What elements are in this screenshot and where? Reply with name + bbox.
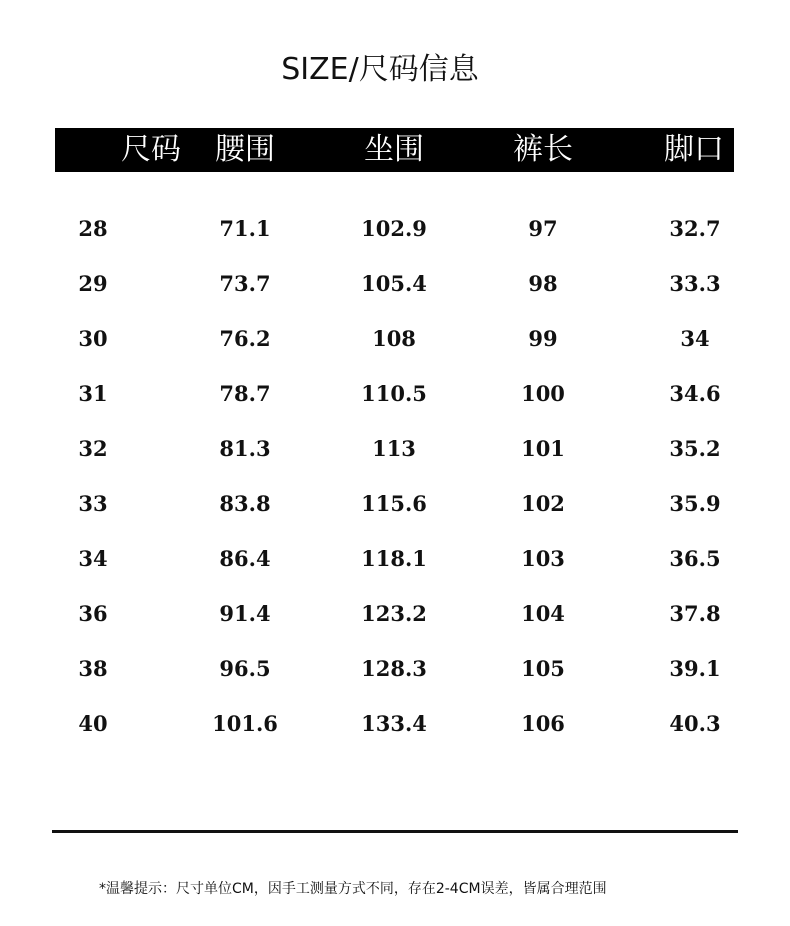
- cell-waist: 71.1: [219, 216, 271, 241]
- cell-size: 29: [78, 271, 108, 296]
- cell-size: 38: [78, 656, 108, 681]
- cell-hip: 128.3: [361, 656, 427, 681]
- cell-leg-opening: 35.2: [669, 436, 721, 461]
- table-row: [0, 586, 790, 641]
- cell-waist: 101.6: [212, 711, 278, 736]
- cell-leg-opening: 36.5: [669, 546, 721, 571]
- cell-leg-opening: 35.9: [669, 491, 721, 516]
- page-title-wrap: [0, 44, 790, 88]
- page-title: SIZE/尺码信息: [281, 52, 479, 87]
- cell-waist: 91.4: [219, 601, 271, 626]
- cell-length: 102: [521, 491, 565, 516]
- cell-length: 98: [528, 271, 558, 296]
- cell-size: 30: [78, 326, 108, 351]
- cell-leg-opening: 37.8: [669, 601, 721, 626]
- divider: [52, 830, 738, 833]
- measurement-note: *温馨提示：尺寸单位CM，因手工测量方式不同，存在2-4CM误差，皆属合理范围: [99, 881, 607, 897]
- cell-size: 32: [78, 436, 108, 461]
- cell-size: 40: [78, 711, 108, 736]
- header-size: 尺码: [121, 132, 181, 167]
- cell-waist: 96.5: [219, 656, 271, 681]
- table-row: [0, 201, 790, 256]
- table-row: [0, 366, 790, 421]
- cell-hip: 123.2: [361, 601, 427, 626]
- cell-hip: 113: [372, 436, 416, 461]
- header-hip: 坐围: [364, 132, 424, 167]
- cell-hip: 108: [372, 326, 416, 351]
- cell-hip: 133.4: [361, 711, 427, 736]
- header-leg-opening: 脚口: [664, 132, 724, 167]
- cell-hip: 110.5: [361, 381, 427, 406]
- cell-waist: 86.4: [219, 546, 271, 571]
- cell-waist: 81.3: [219, 436, 271, 461]
- cell-size: 34: [78, 546, 108, 571]
- cell-size: 33: [78, 491, 108, 516]
- header-length: 裤长: [513, 132, 573, 167]
- cell-size: 36: [78, 601, 108, 626]
- cell-leg-opening: 34: [680, 326, 710, 351]
- cell-waist: 76.2: [219, 326, 271, 351]
- cell-length: 106: [521, 711, 565, 736]
- table-row: [0, 641, 790, 696]
- cell-leg-opening: 33.3: [669, 271, 721, 296]
- cell-length: 99: [528, 326, 558, 351]
- cell-length: 101: [521, 436, 565, 461]
- table-row: [0, 421, 790, 476]
- cell-waist: 78.7: [219, 381, 271, 406]
- cell-leg-opening: 40.3: [669, 711, 721, 736]
- header-waist: 腰围: [215, 132, 275, 167]
- cell-waist: 83.8: [219, 491, 271, 516]
- cell-length: 104: [521, 601, 565, 626]
- cell-size: 28: [78, 216, 108, 241]
- cell-hip: 115.6: [361, 491, 427, 516]
- cell-hip: 105.4: [361, 271, 427, 296]
- table-header: [55, 128, 734, 172]
- table-row: [0, 531, 790, 586]
- table-row: [0, 311, 790, 366]
- cell-length: 100: [521, 381, 565, 406]
- cell-hip: 118.1: [361, 546, 427, 571]
- cell-hip: 102.9: [361, 216, 427, 241]
- cell-leg-opening: 32.7: [669, 216, 721, 241]
- cell-leg-opening: 39.1: [669, 656, 721, 681]
- table-row: [0, 256, 790, 311]
- cell-length: 105: [521, 656, 565, 681]
- cell-size: 31: [78, 381, 108, 406]
- table-row: [0, 476, 790, 531]
- cell-length: 103: [521, 546, 565, 571]
- size-table-body: [0, 201, 790, 751]
- cell-length: 97: [528, 216, 558, 241]
- cell-leg-opening: 34.6: [669, 381, 721, 406]
- cell-waist: 73.7: [219, 271, 271, 296]
- table-row: [0, 696, 790, 751]
